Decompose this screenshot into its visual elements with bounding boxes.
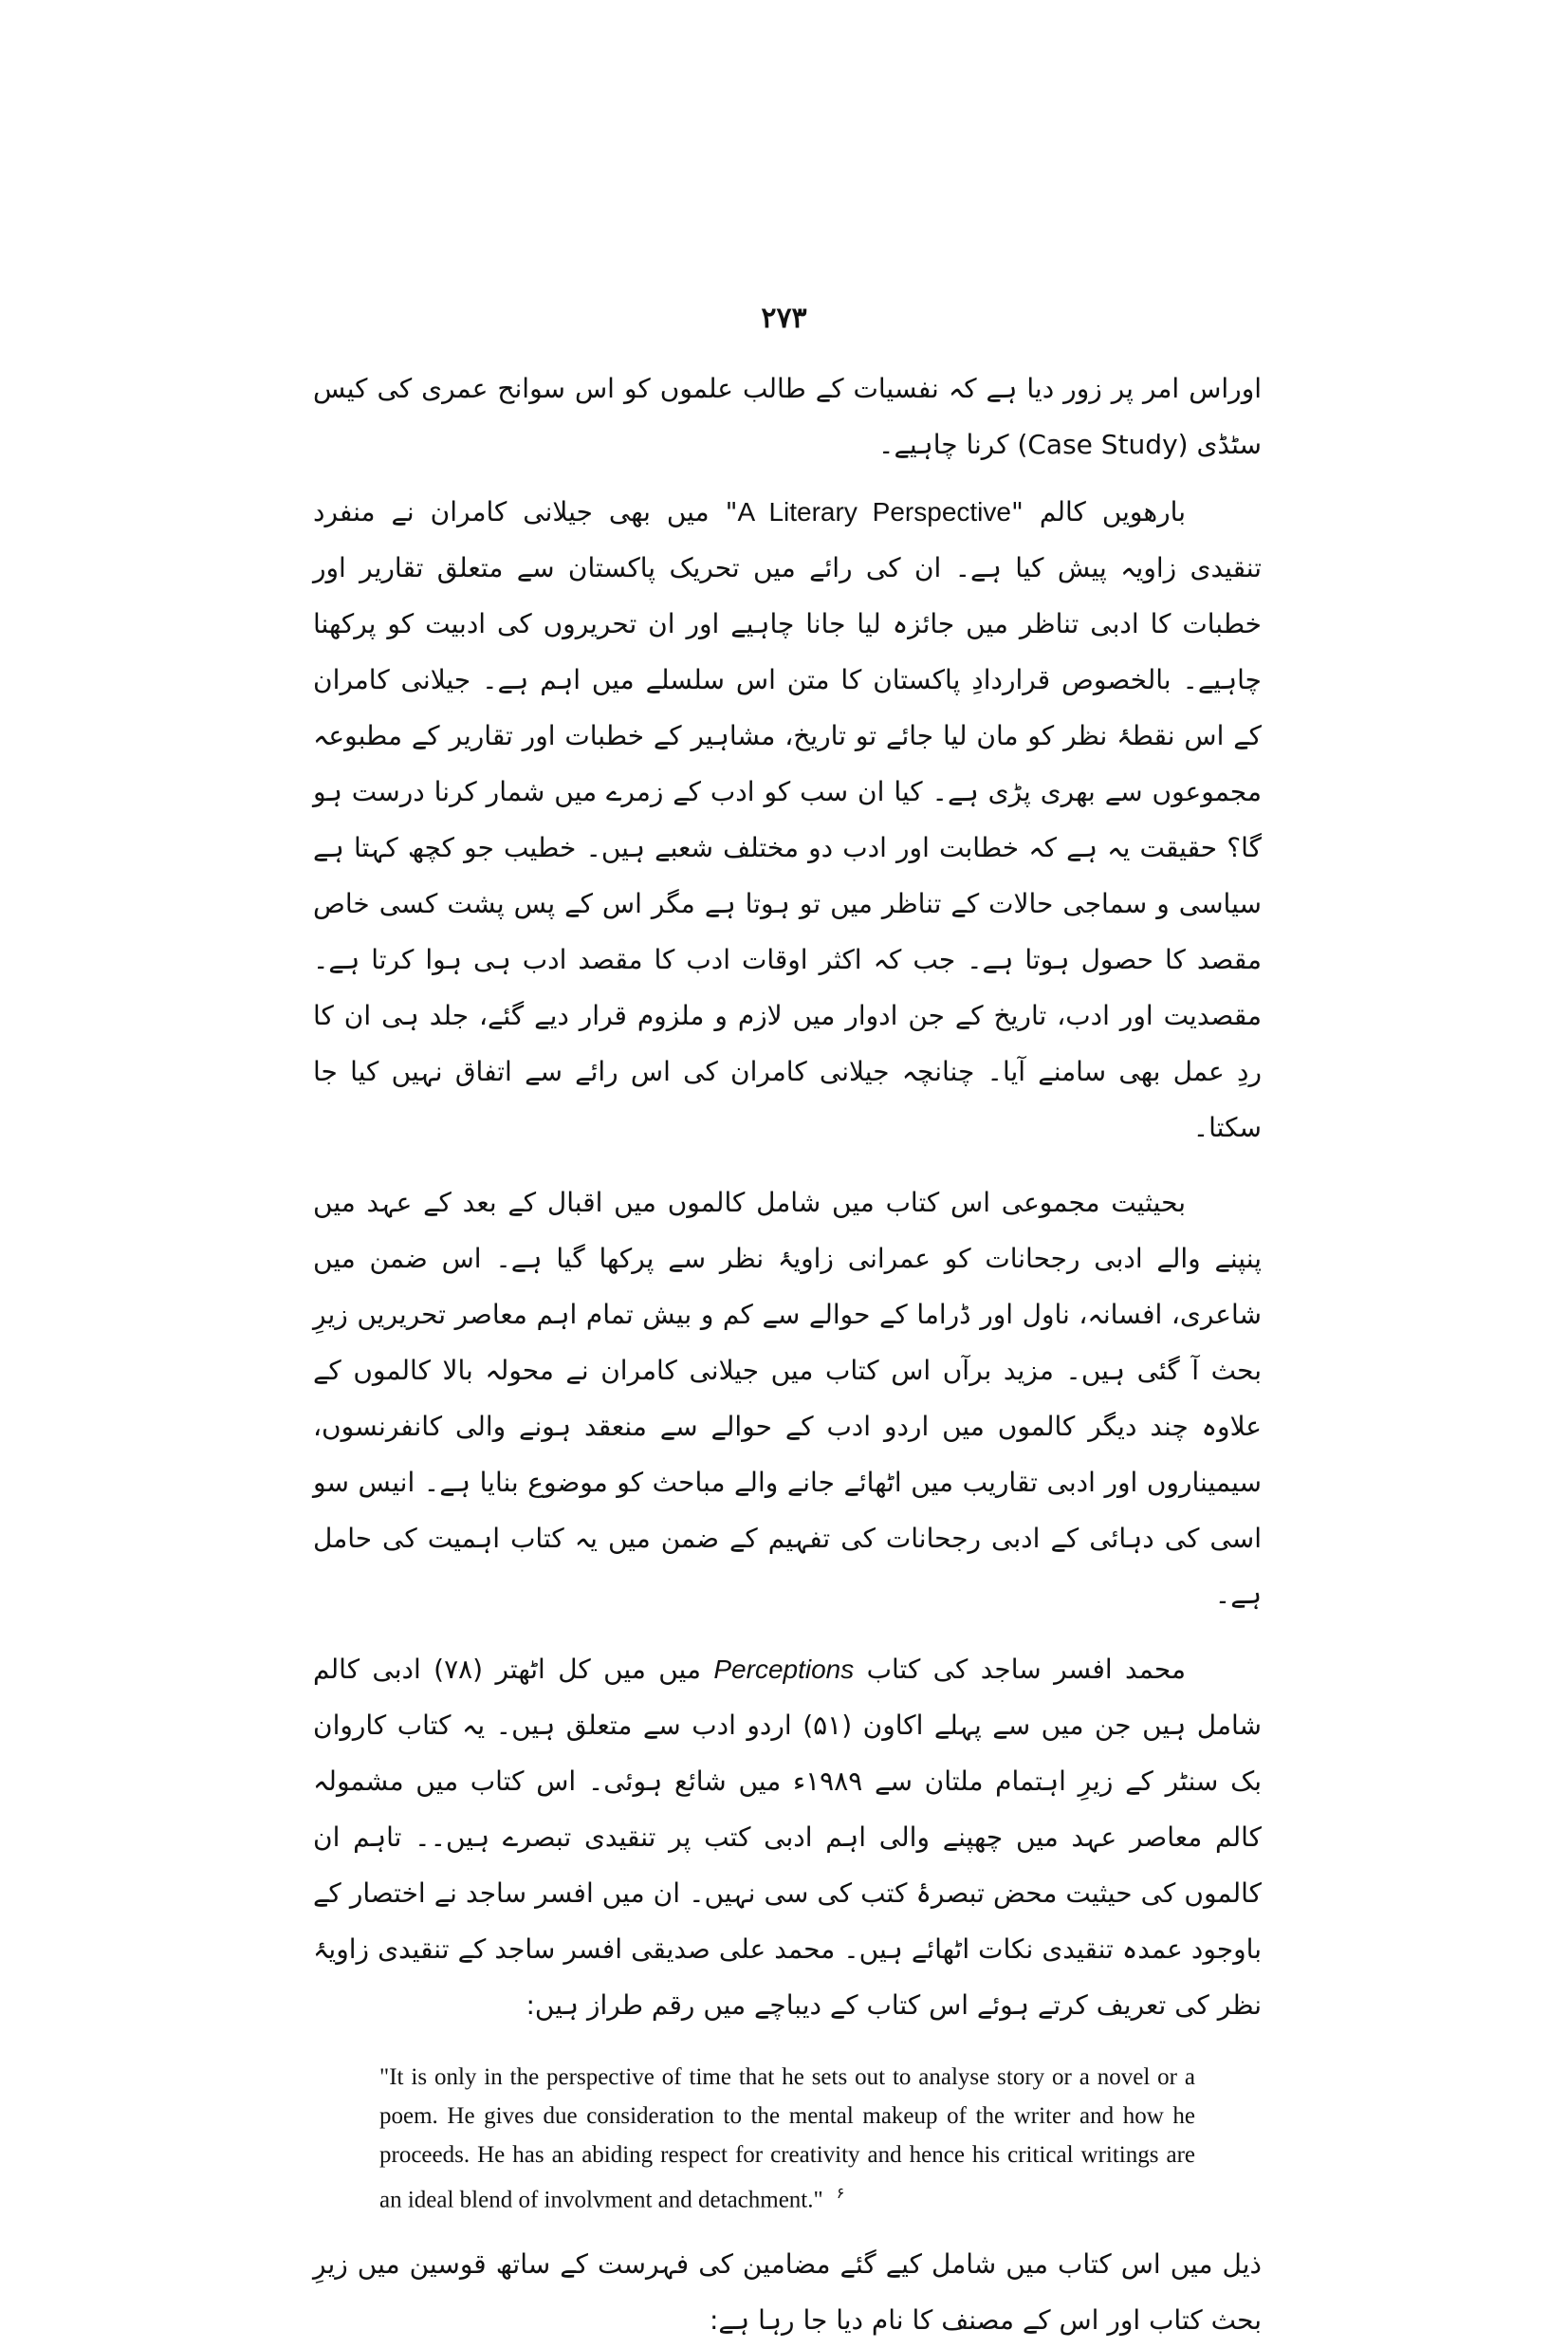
paragraph-text-before: بارھویں کالم " [1010, 496, 1186, 527]
paragraph-closing: ذیل میں اس کتاب میں شامل کیے گئے مضامین کی فہرست کے ساتھ قوسین میں زیرِ بحث کتاب اور اس کے مصنف کا نام دیا جا رہا ہے: [313, 2248, 1262, 2337]
paragraph-continuation: اوراس امر پر زور دیا ہے کہ نفسیات کے طالب علموں کو اس سوانح عمری کی کیس سٹڈی (Case Study) کرنا چاہیے۔ [313, 373, 1262, 460]
block-quote [379, 2052, 1195, 2219]
paragraph-text-after: میں میں کل اٹھتر (۷۸) ادبی کالم شامل ہیں جن میں سے پہلے اکاون (۵۱) اردو ادب سے متعلق ہیں۔ یہ کتاب کاروان بک سنٹر کے زیرِ اہتمام ملتان سے ۱۹۸۹ء میں شائع ہوئی۔ اس کتاب میں مشمولہ کالم معاصر عہد میں چھپنے والی اہم ادبی کتب پر تنقیدی تبصرے ہیں۔۔ تاہم ان کالموں کی حیثیت محض تبصرۂ کتب کی سی نہیں۔ ان میں افسر ساجد نے اختصار کے باوجود عمدہ تنقیدی نکات اٹھائے ہیں۔ محمد علی صدیقی افسر ساجد کے تنقیدی زاویۂ نظر کی تعریف کرتے ہوئے اس کتاب کے دیباچے میں رقم طراز ہیں: [313, 1654, 1262, 2021]
book-title-literary-perspective: A Literary Perspective [737, 497, 1011, 527]
page-number: ۲۷۳ [761, 302, 807, 335]
endnote-marker: ۶ [836, 2186, 845, 2202]
book-title-perceptions: Perceptions [713, 1655, 855, 1684]
paragraph-overall-assessment: بحیثیت مجموعی اس کتاب میں شامل کالموں میں اقبال کے بعد کے عہد میں پنپنے والے ادبی رجحانات کو عمرانی زاویۂ نظر سے پرکھا گیا ہے۔ اس ضمن میں شاعری، افسانہ، ناول اور ڈراما کے حوالے سے کم و بیش تمام اہم معاصر تحریریں زیرِ بحث آ گئی ہیں۔ مزید برآں اس کتاب میں جیلانی کامران نے محولہ بالا کالموں کے علاوہ چند دیگر کالموں میں اردو ادب کے حوالے سے منعقد ہونے والی کانفرنسوں، سیمیناروں اور ادبی تقاریب میں اٹھائے جانے والے مباحث کو موضوع بنایا ہے۔ انیس سو اسی کی دہائی کے ادبی رجحانات کی تفہیم کے ضمن میں یہ کتاب اہمیت کی حامل ہے۔ [313, 1187, 1262, 1610]
paragraph-text-after: " میں بھی جیلانی کامران نے منفرد تنقیدی زاویہ پیش کیا ہے۔ ان کی رائے میں تحریک پاکستان سے متعلق تقاریر اور خطبات کا ادبی تناظر میں جائزہ لیا جانا چاہیے اور ان تحریروں کی ادبیت کو پرکھنا چاہیے۔ بالخصوص قراردادِ پاکستان کا متن اس سلسلے میں اہم ہے۔ جیلانی کامران کے اس نقطۂ نظر کو مان لیا جائے تو تاریخ، مشاہیر کے خطبات اور تقاریر کے مطبوعہ مجموعوں سے بھری پڑی ہے۔ کیا ان سب کو ادب کے زمرے میں شمار کرنا درست ہو گا؟ حقیقت یہ ہے کہ خطابت اور ادب دو مختلف شعبے ہیں۔ خطیب جو کچھ کہتا ہے سیاسی و سماجی حالات کے تناظر میں تو ہوتا ہے مگر اس کے پس پشت کسی خاص مقصد کا حصول ہوتا ہے۔ جب کہ اکثر اوقات ادب کا مقصد ادب ہی ہوا کرتا ہے۔ مقصدیت اور ادب، تاریخ کے جن ادوار میں لازم و ملزوم قرار دیے گئے، جلد ہی ان کا ردِ عمل بھی سامنے آیا۔ چنانچہ جیلانی کامران کی اس رائے سے اتفاق نہیں کیا جا سکتا۔ [313, 496, 1262, 1143]
paragraph-text-before: محمد افسر ساجد کی کتاب [854, 1654, 1186, 1685]
page-body [313, 361, 1262, 2348]
paragraph-perceptions [313, 1641, 1262, 2033]
quote-text: "It is only in the perspective of time that he sets out to analyse story or a novel or a poem. He gives due consideration to the mental makeup of the writer and how he proceeds. He has an abiding respect for creativity and hence his critical writings are an ideal blend of involvment and detachment." [379, 2064, 1195, 2213]
paragraph-literary-perspective [313, 484, 1262, 1156]
